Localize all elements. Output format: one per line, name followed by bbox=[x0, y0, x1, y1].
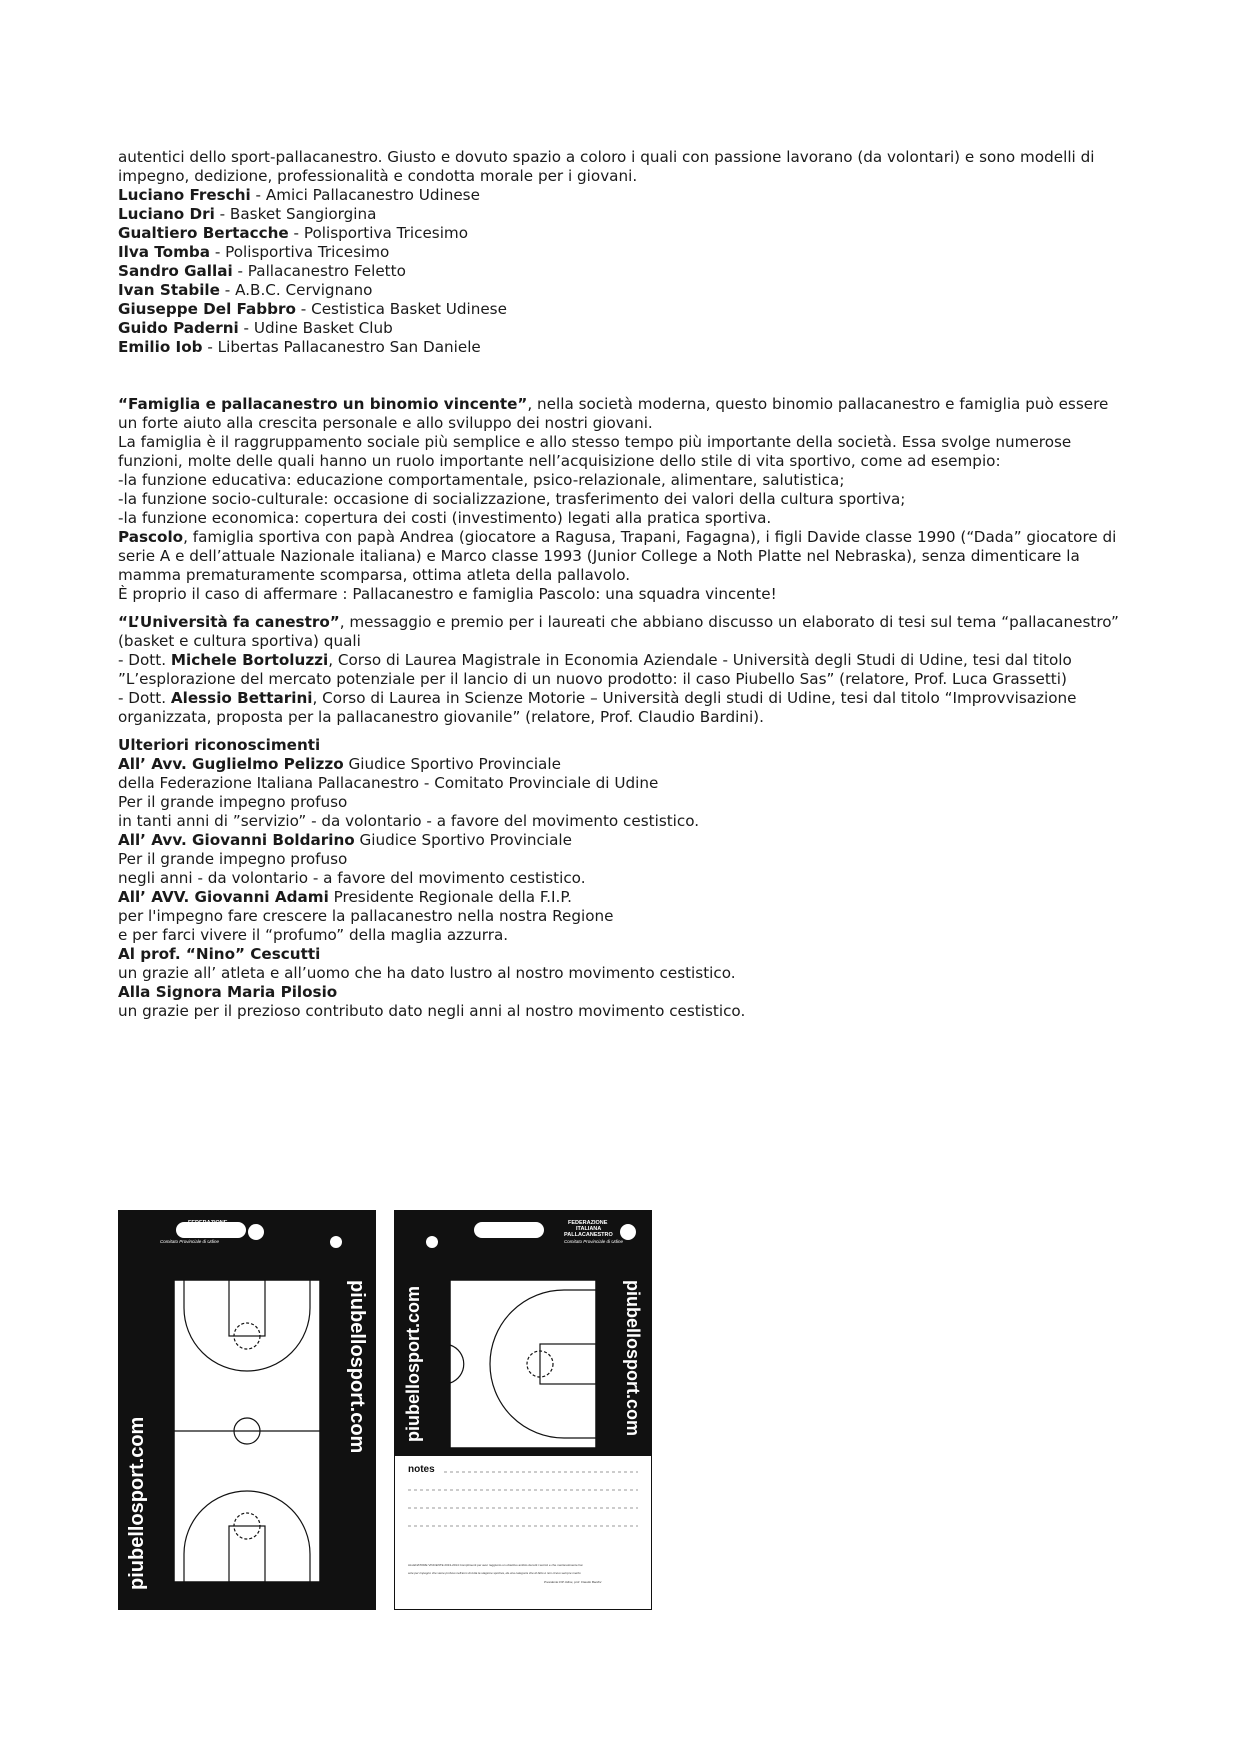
board-hole bbox=[330, 1236, 342, 1248]
graduate-text: , Corso di Laurea Magistrale in Economia Aziendale - Università degli Studi di Udine, tesi dal titolo ”L’esplorazione del mercato potenziale per il lancio di un nuovo prodotto: il caso Piubello Sas” (relatore, Prof. Luca Grassetti) bbox=[118, 651, 1072, 688]
award-name: All’ AVV. Giovanni Adami bbox=[118, 888, 329, 906]
coach-board-full-court bbox=[118, 1210, 376, 1610]
brand-text-right: piubellosport.com bbox=[346, 1280, 368, 1454]
court-diagram bbox=[174, 1280, 320, 1582]
coach-board-half-court bbox=[394, 1210, 652, 1610]
person-name: Sandro Gallai bbox=[118, 262, 233, 280]
person-club: - Polisportiva Tricesimo bbox=[288, 224, 469, 242]
award-title bbox=[118, 945, 1128, 964]
person-name: Gualtiero Bertacche bbox=[118, 224, 289, 242]
person-club: - Libertas Pallacanestro San Daniele bbox=[202, 338, 481, 356]
lead-text: , nella società moderna, questo binomio pallacanestro e famiglia può essere un forte aiuto alla crescita personale e allo sviluppo dei nostri giovani. bbox=[118, 395, 1109, 432]
half-court-board-svg bbox=[394, 1210, 652, 1610]
people-list bbox=[118, 186, 1128, 357]
list-item bbox=[118, 338, 1128, 357]
person-name: Ivan Stabile bbox=[118, 281, 220, 299]
person-name: Luciano Freschi bbox=[118, 186, 251, 204]
footer-text: Presidente FIP Udine, prof. Claudio Bardini bbox=[544, 1580, 602, 1584]
award-line: della Federazione Italiana Pallacanestro - Comitato Provinciale di Udine bbox=[118, 774, 659, 792]
list-item bbox=[118, 281, 1128, 300]
brand-text-left: piubellosport.com bbox=[403, 1285, 423, 1442]
notes-area bbox=[395, 1456, 651, 1609]
board-handle bbox=[474, 1222, 544, 1238]
list-item bbox=[118, 319, 1128, 338]
logo-text: FEDERAZIONE bbox=[568, 1220, 608, 1226]
award-title bbox=[118, 983, 1128, 1002]
universita-section bbox=[118, 613, 1128, 727]
pascolo-paragraph bbox=[118, 528, 1128, 585]
award-name: All’ Avv. Giovanni Boldarino bbox=[118, 831, 355, 849]
coach-boards-figure bbox=[118, 1210, 658, 1610]
award-name: All’ Avv. Guglielmo Pelizzo bbox=[118, 755, 344, 773]
person-club: - Polisportiva Tricesimo bbox=[210, 243, 390, 261]
award-title bbox=[118, 831, 1128, 850]
list-item bbox=[118, 300, 1128, 319]
graduate-text: , Corso di Laurea in Scienze Motorie – Università degli studi di Udine, tesi dal titolo “Improvvisazione organizzata, proposta per la pallacanestro giovanile” (relatore, Prof. Claudio Bardini). bbox=[118, 689, 1077, 726]
famiglia-p1: La famiglia è il raggruppamento sociale più semplice e allo stesso tempo più importante della società. Essa svolge numerose funzioni, molte delle quali hanno un ruolo importante nell’acquisizione dello stile di vita sportivo, come ad esempio: bbox=[118, 433, 1072, 470]
graduate-item bbox=[118, 651, 1128, 689]
brand-text-left: piubellosport.com bbox=[126, 1416, 148, 1590]
logo-text: Comitato Provinciale di Udine bbox=[160, 1239, 220, 1244]
document-page bbox=[118, 148, 1128, 1030]
award-role: Giudice Sportivo Provinciale bbox=[354, 831, 572, 849]
notes-panel bbox=[395, 1456, 651, 1609]
award-title bbox=[118, 888, 1128, 907]
full-court-board-svg bbox=[118, 1210, 376, 1610]
person-name: Giuseppe Del Fabbro bbox=[118, 300, 296, 318]
person-name: Ilva Tomba bbox=[118, 243, 211, 261]
brand-text-right: piubellosport.com bbox=[623, 1280, 643, 1437]
footer-text: sole per impegno che viene profuso nell'arco di tutta la stagione sportiva, da una categoria che di fatto è non ricevo sempre merito bbox=[408, 1571, 581, 1575]
intro-paragraph: autentici dello sport-pallacanestro. Giusto e dovuto spazio a coloro i quali con passione lavorano (da volontari) e sono modelli di impegno, dedizione, professionalità e condotta morale per i giovani. bbox=[118, 148, 1095, 185]
person-club: - Amici Pallacanestro Udinese bbox=[250, 186, 480, 204]
logo-text: ITALIANA bbox=[576, 1226, 602, 1232]
award-line: e per farci vivere il “profumo” della maglia azzurra. bbox=[118, 926, 509, 944]
award-line: un grazie per il prezioso contributo dato negli anni al nostro movimento cestistico. bbox=[118, 1002, 746, 1020]
award-line: Per il grande impegno profuso bbox=[118, 850, 348, 868]
famiglia-section bbox=[118, 395, 1128, 604]
logo-text: PALLACANESTRO bbox=[184, 1232, 233, 1238]
list-item bbox=[118, 262, 1128, 281]
court-surface bbox=[450, 1280, 596, 1448]
logo-ball-icon bbox=[620, 1224, 636, 1240]
graduate-item bbox=[118, 689, 1128, 727]
famiglia-closing: È proprio il caso di affermare : Pallacanestro e famiglia Pascolo: una squadra vincente! bbox=[118, 585, 777, 603]
person-club: - Pallacanestro Feletto bbox=[232, 262, 406, 280]
section-title: “Famiglia e pallacanestro un binomio vincente” bbox=[118, 395, 528, 413]
award-name: Alla Signora Maria Pilosio bbox=[118, 983, 338, 1001]
award-line: in tanti anni di ”servizio” - da volontario - a favore del movimento cestistico. bbox=[118, 812, 700, 830]
person-name: Emilio Iob bbox=[118, 338, 203, 356]
logo-text: FEDERAZIONE bbox=[188, 1220, 228, 1226]
person-club: - A.B.C. Cervignano bbox=[219, 281, 373, 299]
award-line: negli anni - da volontario - a favore del movimento cestistico. bbox=[118, 869, 586, 887]
list-item bbox=[118, 205, 1128, 224]
list-item bbox=[118, 224, 1128, 243]
famiglia-lead bbox=[118, 395, 1128, 433]
list-item bbox=[118, 186, 1128, 205]
pascolo-text: , famiglia sportiva con papà Andrea (giocatore a Ragusa, Trapani, Fagagna), i figli Davide classe 1990 (“Dada” giocatore di serie A e dell’attuale Nazionale italiana) e Marco classe 1993 (Junior College a Noth Platte nel Nebraska), senza dimenticare la mamma prematuramente scomparsa, ottima atleta della pallavolo. bbox=[118, 528, 1117, 584]
function-item: -la funzione economica: copertura dei costi (investimento) legati alla pratica sportiva. bbox=[118, 509, 772, 527]
award-line: per l'impegno fare crescere la pallacanestro nella nostra Regione bbox=[118, 907, 614, 925]
graduate-prefix: - Dott. bbox=[118, 689, 171, 707]
award-title bbox=[118, 755, 1128, 774]
person-club: - Cestistica Basket Udinese bbox=[295, 300, 507, 318]
logo-text: ITALIANA bbox=[196, 1226, 222, 1232]
logo-text: Comitato Provinciale di Udine bbox=[564, 1239, 624, 1244]
function-item: -la funzione educativa: educazione comportamentale, psico-relazionale, alimentare, salutistica; bbox=[118, 471, 845, 489]
award-line: un grazie all’ atleta e all’uomo che ha dato lustro al nostro movimento cestistico. bbox=[118, 964, 736, 982]
graduate-name: Alessio Bettarini bbox=[170, 689, 313, 707]
lead-text: , messaggio e premio per i laureati che abbiano discusso un elaborato di tesi sul tema “pallacanestro” (basket e cultura sportiva) quali bbox=[118, 613, 1119, 650]
half-court-diagram bbox=[450, 1280, 596, 1448]
graduate-name: Michele Bortoluzzi bbox=[170, 651, 329, 669]
award-role: Presidente Regionale della F.I.P. bbox=[328, 888, 572, 906]
universita-lead bbox=[118, 613, 1128, 651]
list-item bbox=[118, 243, 1128, 262]
award-line: Per il grande impegno profuso bbox=[118, 793, 348, 811]
board-hole bbox=[426, 1236, 438, 1248]
award-role: Giudice Sportivo Provinciale bbox=[343, 755, 561, 773]
footer-text: ALLENATORE VINCENTE 2013-2014 Complimenti per aver raggiunto un obiettivo ambito da tutti i tecnici e che meritevolmente hai bbox=[408, 1563, 583, 1567]
logo-text: PALLACANESTRO bbox=[564, 1232, 613, 1238]
notes-label: notes bbox=[408, 1464, 435, 1475]
ulteriori-heading: Ulteriori riconoscimenti bbox=[118, 736, 321, 754]
function-item: -la funzione socio-culturale: occasione di socializzazione, trasferimento dei valori della cultura sportiva; bbox=[118, 490, 906, 508]
award-name: Al prof. “Nino” Cescutti bbox=[118, 945, 321, 963]
person-name: Guido Paderni bbox=[118, 319, 239, 337]
person-name: Luciano Dri bbox=[118, 205, 215, 223]
graduate-prefix: - Dott. bbox=[118, 651, 171, 669]
awards-section bbox=[118, 755, 1128, 1021]
logo-ball-icon bbox=[248, 1224, 264, 1240]
section-title: “L’Università fa canestro” bbox=[118, 613, 340, 631]
family-name: Pascolo bbox=[118, 528, 184, 546]
person-club: - Basket Sangiorgina bbox=[214, 205, 377, 223]
person-club: - Udine Basket Club bbox=[238, 319, 393, 337]
